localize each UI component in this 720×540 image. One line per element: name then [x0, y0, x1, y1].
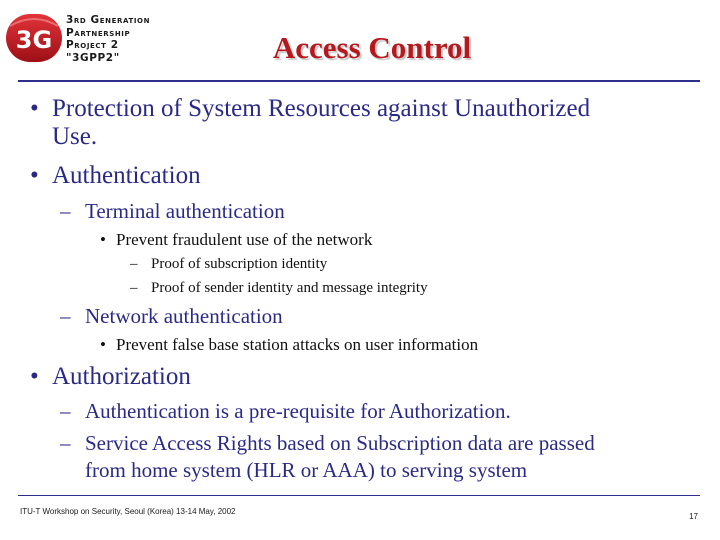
- bullet-2-1-text: Terminal authentication: [85, 199, 285, 223]
- bullet-2-1-1-2-text: Proof of sender identity and message integrity: [151, 280, 428, 296]
- logo-line-3: Project 2: [66, 39, 119, 51]
- bullet-1-marker: •: [30, 95, 39, 122]
- 3g-logo-icon: [4, 12, 64, 64]
- bullet-2-1-1-text: Prevent fraudulent use of the network: [116, 230, 373, 249]
- bullet-2-1-marker: –: [60, 199, 71, 223]
- bullet-2-1-1-1-text: Proof of subscription identity: [151, 256, 328, 272]
- bullet-3-text: Authorization: [52, 363, 191, 390]
- bullet-3-marker: •: [30, 363, 39, 390]
- footer-text: ITU-T Workshop on Security, Seoul (Korea) 13-14 May, 2002: [20, 507, 236, 516]
- bullet-3-2-marker: –: [60, 431, 71, 455]
- bullet-3-1-marker: –: [60, 399, 71, 423]
- page-number: 17: [689, 512, 698, 521]
- logo-line-1: 3rd Generation: [66, 14, 151, 26]
- bullet-2-1-1-1-marker: –: [130, 256, 138, 272]
- bullet-2-1-1-2-marker: –: [130, 280, 138, 296]
- bullet-3-1-text: Authentication is a pre-requisite for Authorization.: [85, 399, 511, 423]
- bullet-3-2-line-2: from home system (HLR or AAA) to serving system: [85, 458, 528, 482]
- bullet-2-marker: •: [30, 162, 39, 189]
- logo-badge-text: 3G: [15, 26, 53, 54]
- bullet-1-line-1: Protection of System Resources against Unauthorized: [52, 95, 591, 122]
- bullet-2-text: Authentication: [52, 162, 201, 189]
- bullet-3-2-line-1: Service Access Rights based on Subscription data are passed: [85, 431, 595, 455]
- bullet-2-2-marker: –: [60, 304, 71, 328]
- logo-line-2: Partnership: [66, 26, 131, 39]
- slide-title: Access Control: [272, 30, 472, 65]
- 3gpp2-logo: [4, 12, 184, 68]
- title-divider: [18, 80, 700, 82]
- footer-divider: [18, 495, 700, 496]
- logo-wordmark: [66, 14, 150, 64]
- bullet-1-line-2: Use.: [52, 123, 98, 150]
- logo-line-4: "3GPP2": [66, 51, 120, 64]
- bullet-2-2-1-text: Prevent false base station attacks on user information: [116, 335, 479, 354]
- bullet-2-2-1-marker: •: [100, 335, 106, 354]
- bullet-2-2-text: Network authentication: [85, 304, 283, 328]
- bullet-2-1-1-marker: •: [100, 230, 106, 249]
